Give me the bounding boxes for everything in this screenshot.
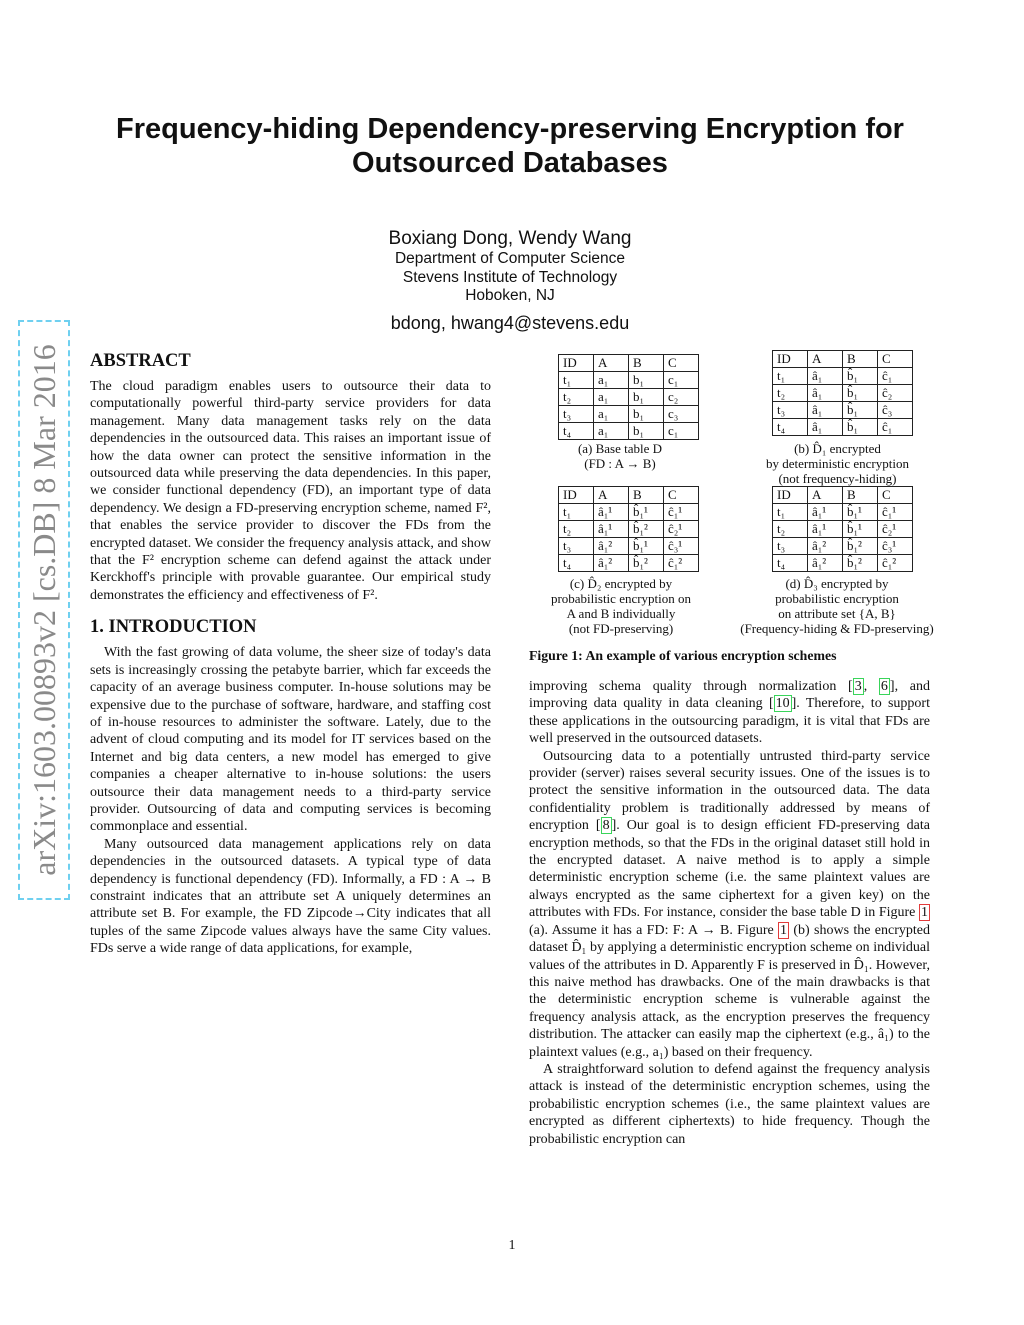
table-row xyxy=(773,555,913,572)
abstract-heading: ABSTRACT xyxy=(90,351,191,371)
table-row xyxy=(773,419,913,436)
figure-reference-link[interactable]: 1 xyxy=(921,905,928,921)
text-run: (a). Assume it has a FD: F: A → B. Figure xyxy=(529,922,779,938)
table-cell: t₂ xyxy=(559,389,594,406)
table-cell: t₁ xyxy=(773,504,808,521)
table-cell: ĉ₃¹ xyxy=(664,538,699,555)
table-cell: b₁ xyxy=(629,372,664,389)
table-cell: b̂₁² xyxy=(843,538,878,555)
table-row xyxy=(773,402,913,419)
caption-d-line: (d) D̂₃ encrypted by xyxy=(785,576,889,591)
table-cell: t₄ xyxy=(559,555,594,572)
table-cell: t₃ xyxy=(559,538,594,555)
table-header-cell: B xyxy=(629,487,664,504)
table-header-row xyxy=(559,355,699,372)
table-header-cell: A xyxy=(594,487,629,504)
table-cell: c₁ xyxy=(664,423,699,440)
author-names: Boxiang Dong, Wendy Wang xyxy=(388,228,632,249)
table-cell: b̂₁ xyxy=(843,419,878,436)
caption-c-line: (not FD-preserving) xyxy=(568,621,674,636)
table-cell: a₁ xyxy=(594,406,629,423)
table-cell: ĉ₁ xyxy=(878,368,913,385)
table-cell: â₁ xyxy=(808,402,843,419)
table-header-row xyxy=(773,351,913,368)
intro-paragraph-3: improving schema quality through normalization [ 3 , 6 ], and improving data quality in data cleaning [ 10 ]. Therefore, to support these applications in the outsourcing paradigm, it is vital that FDs are well preserved in the outsourced datasets. xyxy=(529,679,931,747)
caption-b-line: (not frequency-hiding) xyxy=(778,471,897,486)
table-header-cell: A xyxy=(808,351,843,368)
table-cell: a₁ xyxy=(594,423,629,440)
table-cell: â₁² xyxy=(594,538,629,555)
figure-caption-c xyxy=(530,576,712,636)
caption-c-line: A and B individually xyxy=(566,606,676,621)
table-cell: b₁ xyxy=(629,406,664,423)
introduction-heading: 1. INTRODUCTION xyxy=(90,617,257,638)
table-cell: a₁ xyxy=(594,372,629,389)
table-cell: ĉ₁¹ xyxy=(664,504,699,521)
table-cell: t₁ xyxy=(773,368,808,385)
table-cell: t₁ xyxy=(559,504,594,521)
author-location: Hoboken, NJ xyxy=(465,287,555,304)
author-institute: Stevens Institute of Technology xyxy=(402,268,618,286)
table-cell: â₁ xyxy=(808,368,843,385)
table-cell: b̂₁ xyxy=(843,368,878,385)
table-cell: ĉ₂ xyxy=(878,385,913,402)
table-header-cell: A xyxy=(594,355,629,372)
title-line-2: Outsourced Databases xyxy=(352,147,668,179)
table-cell: t₄ xyxy=(559,423,594,440)
figure-caption-a xyxy=(540,441,700,471)
table-cell: t₄ xyxy=(773,419,808,436)
table-row xyxy=(559,538,699,555)
table-cell: b̂₁ xyxy=(843,385,878,402)
intro-paragraph-4: Outsourcing data to a potentially untrusted third-party service provider (server) raises several security issues. One of the issues is to protect the sensitive information in the outsourced data. The data confidentiality problem is traditionally addressed by means of encryption [ 8 ]. Our goal is to design efficient FD-preserving data encryption methods, so that the FDs in the original dataset still hold in the encrypted dataset. A naive method is to apply a simple deterministic encryption scheme (i.e. the same plaintext values are always encrypted as the same ciphertext for a given key) on the attributes with FDs. For instance, consider the base table D in Figure 1 (a). Assume it has a FD: F: A → B. Figure 1 (b) shows the encrypted dataset D̂₁ by applying a deterministic encryption scheme on individual values of the attributes in D. Apparently F is preserved in D̂₁. However, this naive method has drawbacks. One of the main drawbacks is that the deterministic encryption scheme is vulnerable against the frequency analysis attack, as the encryption preserves the frequency distribution. The attacker can easily map the ciphertext (e.g., â₁) to the plaintext values (e.g., a₁) based on their frequency. xyxy=(529,748,930,1060)
table-cell: â₁ xyxy=(808,385,843,402)
table-header-cell: C xyxy=(664,487,699,504)
intro-paragraph-5: A straightforward solution to defend against the frequency analysis attack is instead of the deterministic encryption schemes, using the probabilistic encryption schemes (i.e., the same plaintext values are encrypted as different ciphertexts) to hide frequency. Though the probabilistic encryption can xyxy=(529,1061,930,1147)
table-cell: t₁ xyxy=(559,372,594,389)
intro-paragraph-1: With the fast growing of data volume, the sheer size of today's data sets is increasingly crossing the petabyte barrier, which far exceeds the capacity of an average business computer. In-house solutions may be expensive due to the purchase of software, hardware, and staffing cost of in-house resources to administer the software. Lately, due to the advent of cloud computing and its model for IT services based on the Internet and big data centers, a new model has emerged to give companies a cheaper alternative to in-house solutions: the users outsource their data management needs to a third-party service provider. Outsourcing of data and computing services is becoming commonplace and essential. xyxy=(90,645,491,835)
text-run: improving schema quality through normalization xyxy=(529,679,849,694)
table-header-cell: B xyxy=(629,355,664,372)
table-cell: c₂ xyxy=(664,389,699,406)
text-run: (b) shows the encrypted dataset D̂₁ by applying a deterministic encryption scheme on individual values of the attributes in D. Apparently F is preserved in D̂₁. However, this naive method has drawbacks. One of the main drawbacks is that the deterministic encryption scheme is vulnerable against the frequency analysis attack, as the encryption preserves the frequency distribution. The attacker can easily map the ciphertext (e.g., â₁) to the plaintext values (e.g., a₁) based on their frequency. xyxy=(529,922,930,1060)
table-cell: t₄ xyxy=(773,555,808,572)
table-header-cell: ID xyxy=(559,487,594,504)
table-header-cell: C xyxy=(878,487,913,504)
left-column xyxy=(90,350,491,958)
table-cell: c₃ xyxy=(664,406,699,423)
table-cell: b̂₁¹ xyxy=(629,538,664,555)
author-block xyxy=(260,228,760,334)
table-cell: b̂₁¹ xyxy=(843,504,878,521)
table-header-cell: B xyxy=(843,487,878,504)
caption-b-line: (b) D̂₁ encrypted xyxy=(794,441,881,456)
table-cell: â₁² xyxy=(808,555,843,572)
table-cell: ĉ₂¹ xyxy=(664,521,699,538)
table-cell: â₁¹ xyxy=(808,521,843,538)
right-column xyxy=(529,678,930,1148)
table-header-cell: C xyxy=(878,351,913,368)
table-row xyxy=(559,372,699,389)
table-row xyxy=(559,521,699,538)
figure-table-c xyxy=(558,486,699,572)
text-run: Outsourcing data to a potentially untrusted third-party service provider (server) raises several security issues. One of the issues is to protect the sensitive information in the outsourced data. The data confidentiality problem is traditionally addressed by means of encryption xyxy=(529,748,930,834)
table-cell: t₂ xyxy=(773,385,808,402)
figure-1-caption: Figure 1: An example of various encryption schemes xyxy=(529,648,837,663)
table-cell: ĉ₁² xyxy=(878,555,913,572)
table-cell: â₁¹ xyxy=(594,504,629,521)
table-cell: â₁ xyxy=(808,419,843,436)
table-row xyxy=(559,555,699,572)
citation-link[interactable]: 10 xyxy=(775,696,790,712)
table-header-cell: A xyxy=(808,487,843,504)
table-cell: t₂ xyxy=(559,521,594,538)
table-cell: â₁¹ xyxy=(594,521,629,538)
table-cell: ĉ₃ xyxy=(878,402,913,419)
caption-c-line: probabilistic encryption on xyxy=(550,591,692,606)
table-cell: b₁ xyxy=(629,389,664,406)
figure-table-d xyxy=(772,486,913,572)
table-cell: ĉ₂¹ xyxy=(878,521,913,538)
caption-a-line: (FD : A → B) xyxy=(584,456,656,471)
table-cell: â₁² xyxy=(808,538,843,555)
table-header-row xyxy=(773,487,913,504)
table-cell: â₁¹ xyxy=(808,504,843,521)
table-cell: b̂₁¹ xyxy=(843,521,878,538)
table-cell: b̂₁² xyxy=(629,521,664,538)
table-cell: c₁ xyxy=(664,372,699,389)
figure-reference-link[interactable]: 1 xyxy=(780,922,788,938)
table-row xyxy=(773,538,913,555)
table-cell: ĉ₁² xyxy=(664,555,699,572)
text-run: . Therefore, to support these applications in the outsourcing paradigm, it is vital that FDs are well preserved in the outsourced datasets. xyxy=(529,696,930,747)
table-cell: t₃ xyxy=(773,538,808,555)
table-header-cell: C xyxy=(664,355,699,372)
table-cell: b₁ xyxy=(629,423,664,440)
table-cell: ĉ₁ xyxy=(878,419,913,436)
author-email: bdong, hwang4@stevens.edu xyxy=(390,312,630,333)
table-cell: t₃ xyxy=(773,402,808,419)
table-row xyxy=(773,368,913,385)
text-run: , and improving data quality in data cleaning xyxy=(529,679,931,712)
table-row xyxy=(773,521,913,538)
text-run: . Our goal is to design efficient FD-preserving data encryption methods, so that the FDs in the original dataset still hold in the encrypted dataset. A naive method is to apply a simple deterministic encryption scheme (i.e. the same plaintext values are always encrypted as the same ciphertext for a given key) on the attributes with FDs. For instance, consider the base table D in Figure xyxy=(529,818,930,921)
table-header-cell: ID xyxy=(773,351,808,368)
table-header-cell: ID xyxy=(559,355,594,372)
table-row xyxy=(559,406,699,423)
table-header-cell: B xyxy=(843,351,878,368)
table-cell: a₁ xyxy=(594,389,629,406)
citation-link[interactable]: 3 xyxy=(854,679,862,694)
caption-d-line: on attribute set {A, B} xyxy=(778,606,896,621)
figure-table-a xyxy=(558,354,699,440)
table-cell: ĉ₃¹ xyxy=(878,538,913,555)
caption-d-line: (Frequency-hiding & FD-preserving) xyxy=(740,621,934,636)
table-row xyxy=(559,504,699,521)
arxiv-identifier-stamp: arXiv:1603.00893v2 [cs.DB] 8 Mar 2016 xyxy=(18,320,70,900)
table-row xyxy=(559,423,699,440)
table-cell: t₂ xyxy=(773,521,808,538)
table-header-row xyxy=(559,487,699,504)
table-cell: b̂₁² xyxy=(843,555,878,572)
title-line-1: Frequency-hiding Dependency-preserving Encryption for xyxy=(116,113,904,145)
figure-caption-b xyxy=(730,441,945,486)
table-cell: b̂₁² xyxy=(629,555,664,572)
abstract-text: The cloud paradigm enables users to outsource their data to computationally powerful third-party service providers for data management. Many data management tasks rely on the data dependencies in the outsourced data. This raises an important issue of how the data owner can protect the sensitive information in the outsourced data while preserving the data dependencies. In this paper, we consider functional dependency (FD), an important type of data dependency. We design a FD-preserving encryption scheme, named F², that enables the service provider to discover the FDs from the encrypted dataset. We consider the frequency analysis attack, and show that the F² encryption scheme can defend against the attack under Kerckhoff's principle with provable guarantee. Our empirical study demonstrates the efficiency and effectiveness of F². xyxy=(90,379,491,603)
table-row xyxy=(559,389,699,406)
table-cell: b̂₁ xyxy=(843,402,878,419)
citation-link[interactable]: 8 xyxy=(602,818,610,834)
table-header-cell: ID xyxy=(773,487,808,504)
table-row xyxy=(773,504,913,521)
figure-caption-d xyxy=(722,576,952,636)
table-row xyxy=(773,385,913,402)
figure-table-b xyxy=(772,350,913,436)
paper-title xyxy=(60,112,960,180)
caption-a-line: (a) Base table D xyxy=(577,441,663,456)
intro-paragraph-2: Many outsourced data management applications rely on data dependencies in the outsourced datasets. A typical type of data dependency is functional dependency (FD). Informally, a FD : A → B constraint indicates that an attribute set A uniquely determines an attribute set B. For example, the FD Zipcode→City indicates that all tuples of the same Zipcode values always have the same City values. FDs serve a wide range of data applications, for example, xyxy=(90,836,491,957)
citation-link[interactable]: 6 xyxy=(880,679,888,694)
caption-c-line: (c) D̂₂ encrypted by xyxy=(569,576,673,591)
table-cell: ĉ₁¹ xyxy=(878,504,913,521)
author-department: Department of Computer Science xyxy=(394,250,626,267)
table-cell: â₁² xyxy=(594,555,629,572)
page-number: 1 xyxy=(508,1238,516,1253)
table-cell: b̂₁¹ xyxy=(629,504,664,521)
caption-d-line: probabilistic encryption xyxy=(775,591,899,606)
table-cell: t₃ xyxy=(559,406,594,423)
caption-b-line: by deterministic encryption xyxy=(766,456,909,471)
